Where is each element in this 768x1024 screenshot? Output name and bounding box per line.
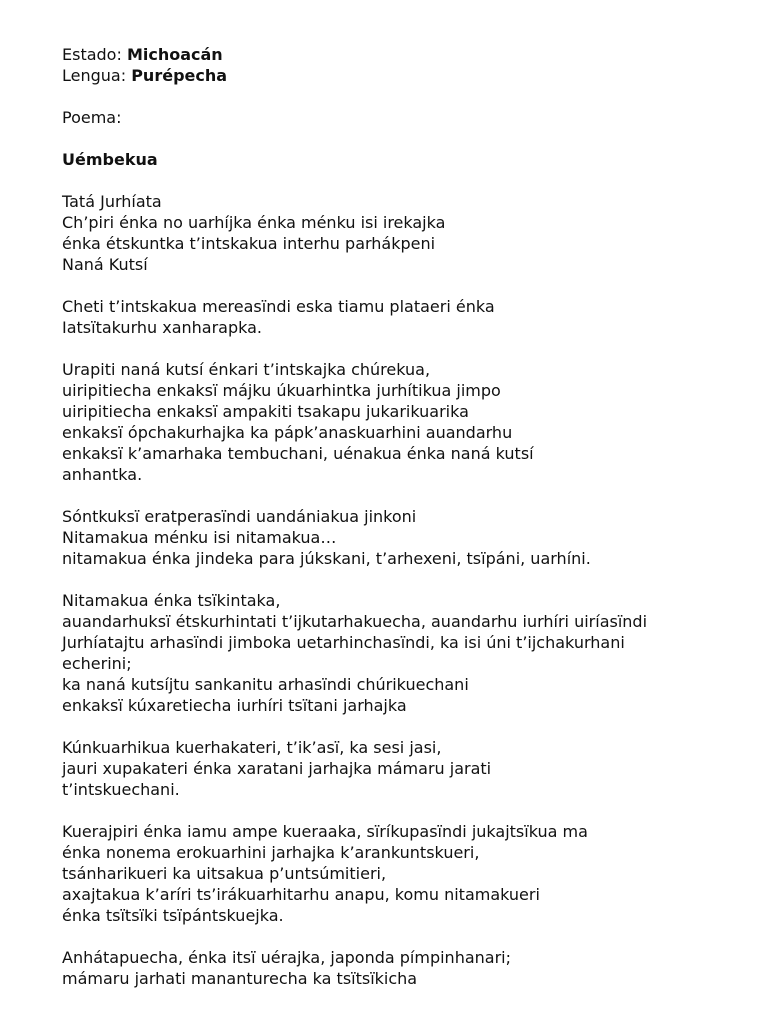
spacer — [62, 86, 752, 107]
stanza-spacer — [62, 926, 752, 947]
estado-value: Michoacán — [126, 45, 223, 64]
stanza-spacer — [62, 275, 752, 296]
poem-line: t’intskuechani. — [62, 780, 180, 799]
poem-line: Jurhíatajtu arhasïndi jimboka uetarhinchasïndi, ka isi úni t’ijchakurhani — [62, 633, 625, 652]
spacer — [62, 128, 752, 149]
stanza-spacer — [62, 716, 752, 737]
stanza-spacer — [62, 338, 752, 359]
poem-line: enkaksï kúxaretiecha iurhíri tsïtani jarhajka — [62, 696, 407, 715]
poem-stanza — [62, 821, 752, 926]
estado-label: Estado: — [62, 45, 127, 64]
poem-line: jauri xupakateri énka xaratani jarhajka mámaru jarati — [62, 759, 492, 778]
lengua-label: Lengua: — [62, 66, 132, 85]
stanza-spacer — [62, 569, 752, 590]
poem-line: uiripitiecha enkaksï májku úkuarhintka jurhítikua jimpo — [62, 381, 501, 400]
poem-line: Naná Kutsí — [62, 255, 148, 274]
poem-line: mámaru jarhati mananturecha ka tsïtsïkicha — [62, 969, 418, 988]
poem-line: echerini; — [62, 654, 132, 673]
poem-line: axajtakua k’aríri ts’irákuarhitarhu anapu, komu nitamakueri — [62, 885, 540, 904]
poem-title: Uémbekua — [62, 150, 158, 169]
poem-line: Anhátapuecha, énka itsï uérajka, japonda pímpinhanari; — [62, 948, 511, 967]
stanza-spacer — [62, 485, 752, 506]
poem-line: énka tsïtsïki tsïpántskuejka. — [62, 906, 284, 925]
poem-line: ka naná kutsíjtu sankanitu arhasïndi chúrikuechani — [62, 675, 469, 694]
poema-label: Poema: — [62, 108, 122, 127]
poem-stanza — [62, 590, 752, 716]
poem-stanza — [62, 947, 752, 989]
poem-line: Cheti t’intskakua mereasïndi eska tiamu plataeri énka — [62, 297, 495, 316]
estado-line — [62, 44, 752, 65]
poem-line: Nitamakua ménku isi nitamakua… — [62, 528, 337, 547]
poem-line: enkaksï k’amarhaka tembuchani, uénakua énka naná kutsí — [62, 444, 534, 463]
poem-line: tsánharikueri ka uitsakua p’untsúmitieri, — [62, 864, 387, 883]
lengua-value: Purépecha — [131, 66, 228, 85]
document-page — [62, 44, 752, 989]
poem-line: auandarhuksï étskurhintati t’ijkutarhakuecha, auandarhu iurhíri uiríasïndi — [62, 612, 648, 631]
poem-line: énka étskuntka t’intskakua interhu parhákpeni — [62, 234, 436, 253]
poem-line: nitamakua énka jindeka para júkskani, t’arhexeni, tsïpáni, uarhíni. — [62, 549, 591, 568]
poem-line: Kuerajpiri énka iamu ampe kueraaka, sïríkupasïndi jukajtsïkua ma — [62, 822, 588, 841]
poem-line: Nitamakua énka tsïkintaka, — [62, 591, 281, 610]
poem-line: anhantka. — [62, 465, 143, 484]
poem-stanza — [62, 506, 752, 569]
lengua-line — [62, 65, 752, 86]
stanza-spacer — [62, 800, 752, 821]
poem-stanza — [62, 191, 752, 275]
poem-stanza — [62, 359, 752, 485]
poem-stanza — [62, 737, 752, 800]
poem-line: uiripitiecha enkaksï ampakiti tsakapu jukarikuarika — [62, 402, 469, 421]
poem-line: Ch’piri énka no uarhíjka énka ménku isi irekajka — [62, 213, 446, 232]
poem-line: Sóntkuksï eratperasïndi uandániakua jinkoni — [62, 507, 417, 526]
poem-line: énka nonema erokuarhini jarhajka k’arankuntskueri, — [62, 843, 480, 862]
poem-line: enkaksï ópchakurhajka ka pápk’anaskuarhini auandarhu — [62, 423, 513, 442]
poem-body — [62, 191, 752, 989]
poem-line: Urapiti naná kutsí énkari t’intskajka chúrekua, — [62, 360, 431, 379]
poem-line: Iatsïtakurhu xanharapka. — [62, 318, 263, 337]
spacer — [62, 170, 752, 191]
poem-stanza — [62, 296, 752, 338]
poem-line: Kúnkuarhikua kuerhakateri, t’ik’asï, ka sesi jasi, — [62, 738, 442, 757]
poem-line: Tatá Jurhíata — [62, 192, 162, 211]
